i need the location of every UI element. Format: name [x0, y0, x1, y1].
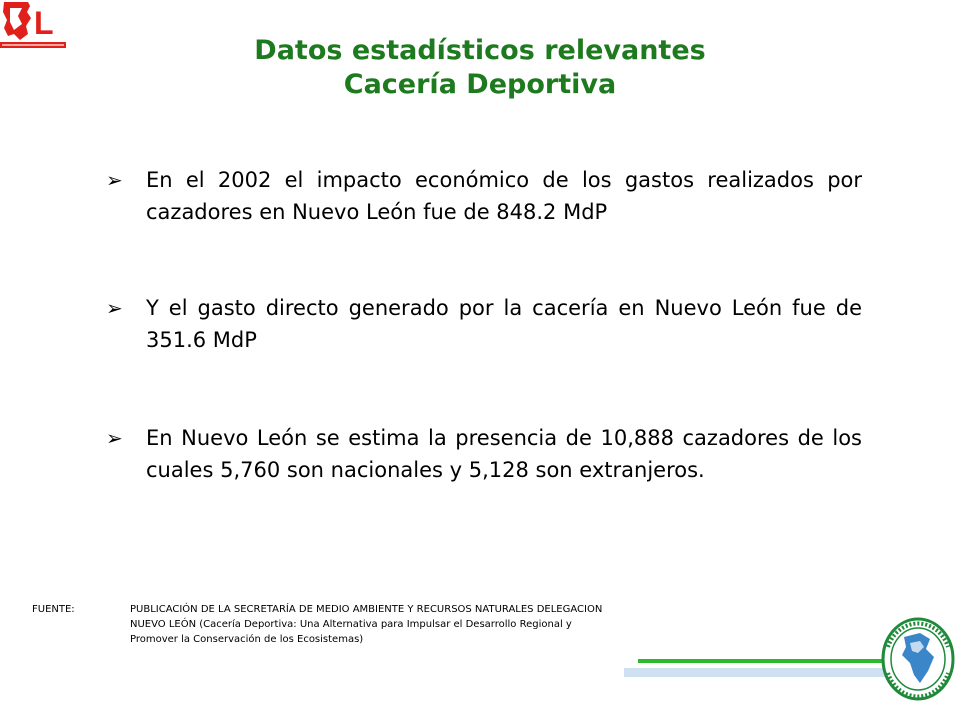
blue-divider-line: [624, 668, 894, 677]
green-divider-line: [638, 659, 893, 663]
source-text: PUBLICACIÓN DE LA SECRETARÍA DE MEDIO AMBIENTE Y RECURSOS NATURALES DELEGACION NUEVO LEÓN (Cacería Deportiva: Una Alternativa para Impulsar el Desarrollo Regional y Promover la Conservación de los Ecosistemas): [130, 604, 603, 645]
bullet-item-direct-spending: [106, 292, 862, 356]
svg-text:L: L: [34, 5, 54, 41]
title-line-2: Cacería Deportiva: [343, 69, 617, 100]
source-label: FUENTE:: [32, 604, 75, 615]
bullet-text: En Nuevo León se estima la presencia de 10,888 cazadores de los cuales 5,760 son nacionales y 5,128 son extranjeros.: [146, 426, 862, 482]
arrow-bullet-icon: ➢: [106, 426, 123, 450]
source-note: [32, 602, 612, 647]
bullet-text: Y el gasto directo generado por la cacería en Nuevo León fue de 351.6 MdP: [146, 296, 862, 352]
arrow-bullet-icon: ➢: [106, 296, 123, 320]
page-title: [0, 34, 960, 102]
bullet-text: En el 2002 el impacto económico de los gastos realizados por cazadores en Nuevo León fue de 848.2 MdP: [146, 168, 862, 224]
title-line-1: Datos estadísticos relevantes: [254, 35, 706, 66]
bullet-item-economic-impact: [106, 164, 862, 228]
bullet-item-hunters: [106, 422, 862, 486]
arrow-bullet-icon: ➢: [106, 168, 123, 192]
profepa-seal-icon: [880, 617, 956, 701]
